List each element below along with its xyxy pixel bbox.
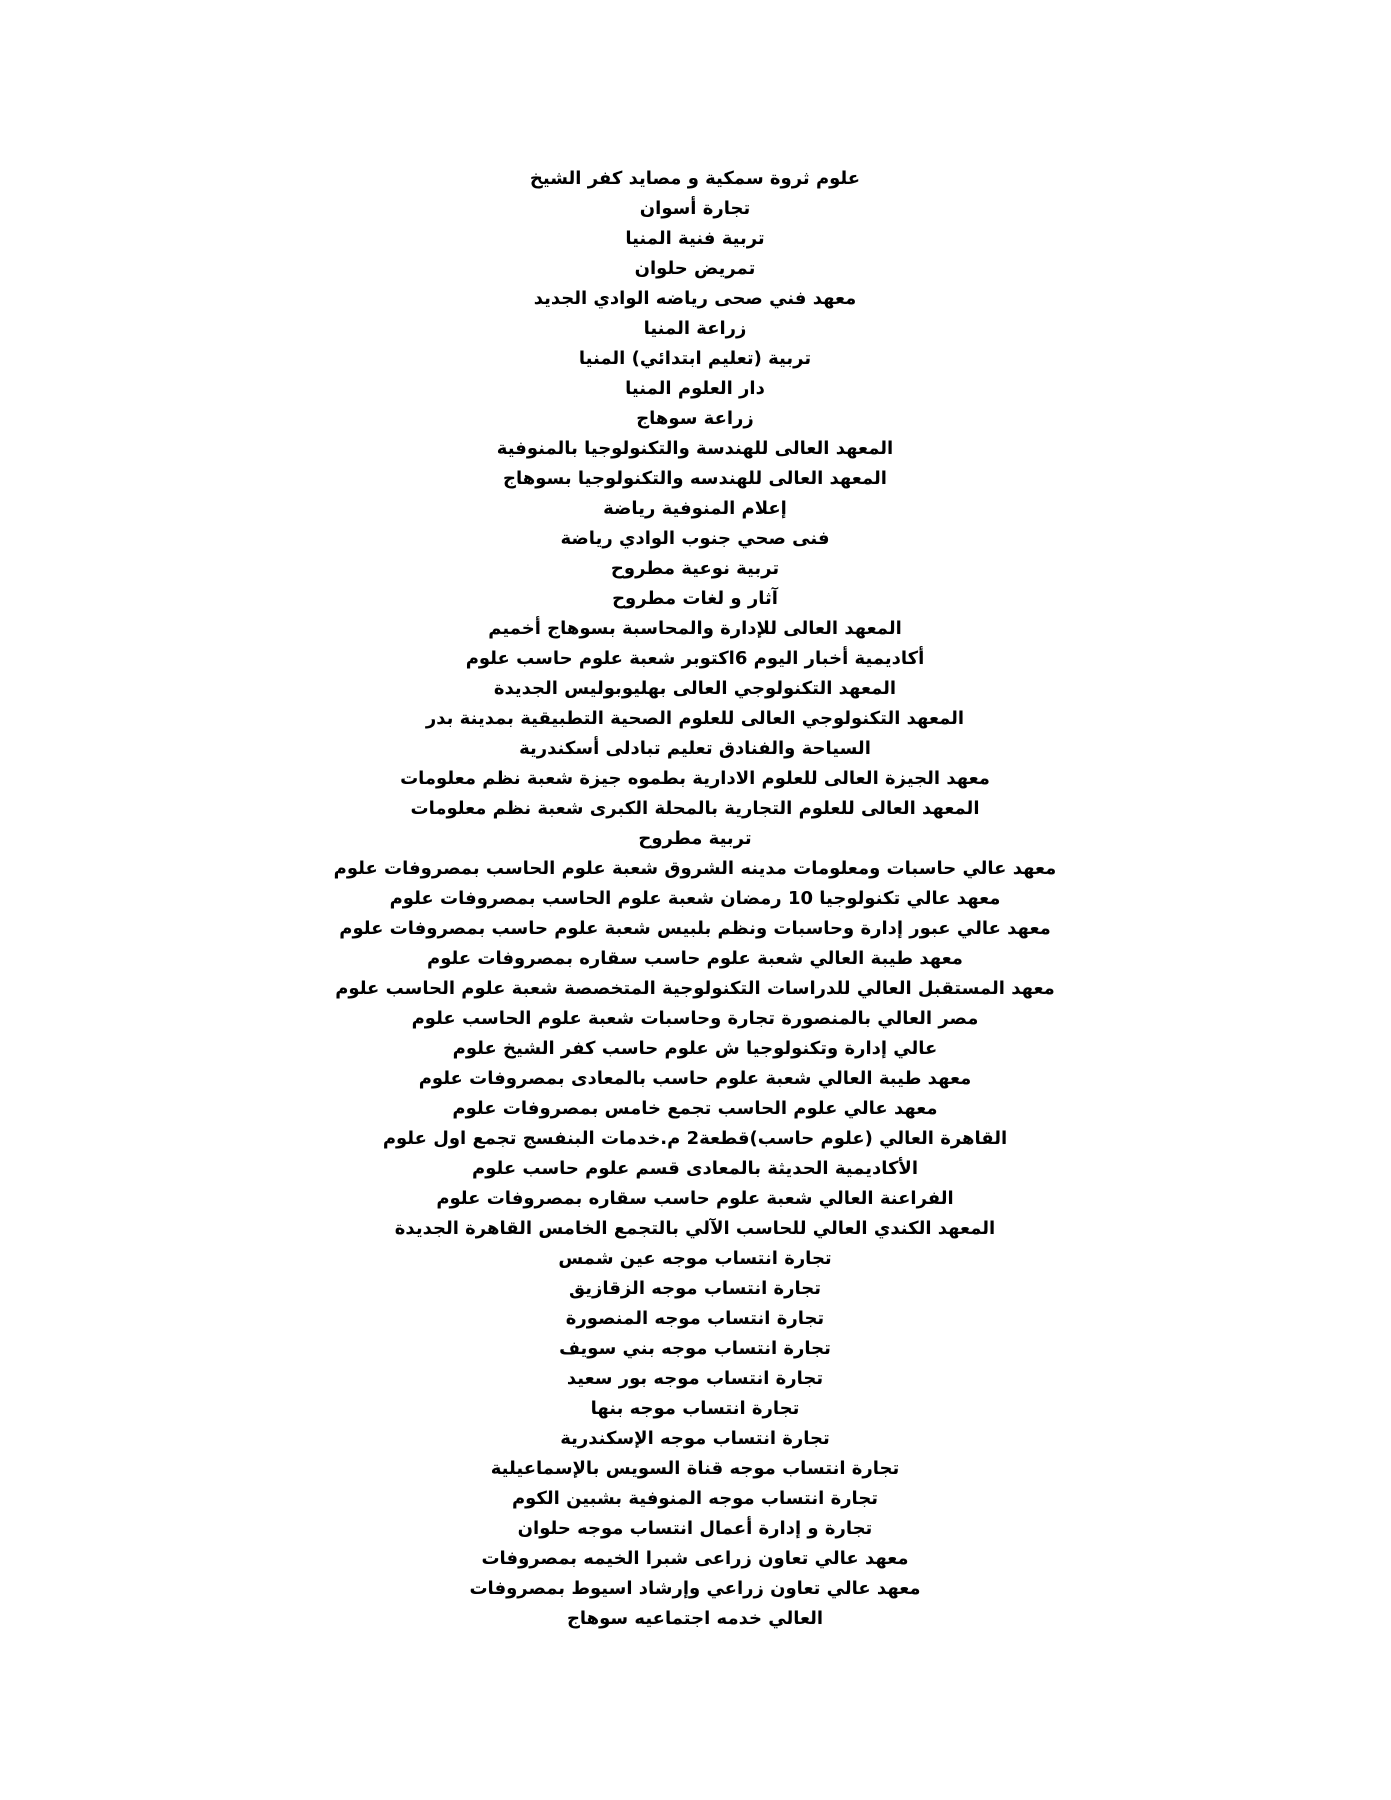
list-item: معهد المستقبل العالي للدراسات التكنولوجية المتخصصة شعبة علوم الحاسب علوم [335, 978, 1055, 999]
list-item: تجارة انتساب موجه الإسكندرية [560, 1428, 830, 1449]
list-item: الأكاديمية الحديثة بالمعادى قسم علوم حاسب علوم [472, 1158, 918, 1179]
list-item: تجارة انتساب موجه قناة السويس بالإسماعيلية [490, 1458, 900, 1479]
list-item: تجارة انتساب موجه بنها [590, 1398, 800, 1419]
list-item: المعهد العالى للهندسه والتكنولوجيا بسوهاج [503, 468, 887, 489]
list-item: تجارة انتساب موجه بور سعيد [566, 1368, 824, 1389]
list-item: علوم ثروة سمكية و مصايد كفر الشيخ [529, 168, 861, 189]
list-item: معهد طيبة العالي شعبة علوم حاسب سقاره بمصروفات علوم [427, 948, 963, 969]
list-item: المعهد العالى للإدارة والمحاسبة بسوهاج أخميم [488, 618, 902, 639]
list-item: معهد عالي تعاون زراعي وإرشاد اسيوط بمصروفات [469, 1578, 921, 1599]
list-item: العالي خدمه اجتماعيه سوهاج [566, 1608, 824, 1629]
list-item: معهد عالي عبور إدارة وحاسبات ونظم بلبيس شعبة علوم حاسب بمصروفات علوم [339, 918, 1051, 939]
list-item: الفراعنة العالي شعبة علوم حاسب سقاره بمصروفات علوم [436, 1188, 954, 1209]
list-item: فنى صحي جنوب الوادي رياضة [560, 528, 830, 549]
list-item: معهد عالي حاسبات ومعلومات مدينه الشروق شعبة علوم الحاسب بمصروفات علوم [333, 858, 1057, 879]
list-item: السياحة والفنادق تعليم تبادلى أسكندرية [519, 738, 871, 759]
list-item: تجارة انتساب موجه بني سويف [559, 1338, 831, 1359]
list-item: تجارة و إدارة أعمال انتساب موجه حلوان [517, 1518, 873, 1539]
list-item: زراعة المنيا [643, 318, 747, 339]
list-item: المعهد العالى للعلوم التجارية بالمحلة الكبرى شعبة نظم معلومات [410, 798, 980, 819]
list-item: المعهد العالى للهندسة والتكنولوجيا بالمنوفية [496, 438, 894, 459]
list-item: مصر العالي بالمنصورة تجارة وحاسبات شعبة علوم الحاسب علوم [411, 1008, 979, 1029]
list-item: معهد عالي تكنولوجيا 10 رمضان شعبة علوم الحاسب بمصروفات علوم [389, 888, 1001, 909]
list-item: معهد عالي علوم الحاسب تجمع خامس بمصروفات علوم [452, 1098, 938, 1119]
list-item: المعهد الكندي العالي للحاسب الآلي بالتجمع الخامس القاهرة الجديدة [394, 1218, 996, 1239]
list-item: تجارة انتساب موجه عين شمس [558, 1248, 832, 1269]
list-item: تربية نوعية مطروح [610, 558, 780, 579]
list-item: إعلام المنوفية رياضة [603, 498, 787, 519]
list-item: تجارة انتساب موجه المنصورة [565, 1308, 825, 1329]
list-item: أكاديمية أخبار اليوم 6اكتوبر شعبة علوم حاسب علوم [465, 648, 925, 669]
list-item: تربية فنية المنيا [625, 228, 765, 249]
list-item: آثار و لغات مطروح [612, 588, 778, 609]
list-item: معهد طيبة العالي شعبة علوم حاسب بالمعادى بمصروفات علوم [418, 1068, 972, 1089]
list-item: تربية مطروح [638, 828, 752, 849]
list-item: تجارة انتساب موجه المنوفية بشبين الكوم [511, 1488, 879, 1509]
list-item: دار العلوم المنيا [625, 378, 765, 399]
list-item: تجارة انتساب موجه الزقازيق [568, 1278, 822, 1299]
list-item: تمريض حلوان [634, 258, 756, 279]
list-item: معهد فني صحى رياضه الوادي الجديد [533, 288, 857, 309]
list-item: معهد الجيزة العالى للعلوم الادارية بطموه جيزة شعبة نظم معلومات [400, 768, 990, 789]
list-item: عالي إدارة وتكنولوجيا ش علوم حاسب كفر الشيخ علوم [452, 1038, 938, 1059]
list-item: تربية (تعليم ابتدائي) المنيا [578, 348, 812, 369]
list-item: معهد عالي تعاون زراعى شبرا الخيمه بمصروفات [481, 1548, 909, 1569]
list-item: القاهرة العالي (علوم حاسب)قطعة2 م.خدمات البنفسج تجمع اول علوم [382, 1128, 1008, 1149]
institution-list [300, 164, 1090, 1634]
list-item: المعهد التكنولوجي العالى بهليوبوليس الجديدة [493, 678, 897, 699]
list-item: زراعة سوهاج [636, 408, 754, 429]
list-item: المعهد التكنولوجي العالى للعلوم الصحية التطبيقية بمدينة بدر [425, 708, 965, 729]
list-item: تجارة أسوان [639, 198, 751, 219]
